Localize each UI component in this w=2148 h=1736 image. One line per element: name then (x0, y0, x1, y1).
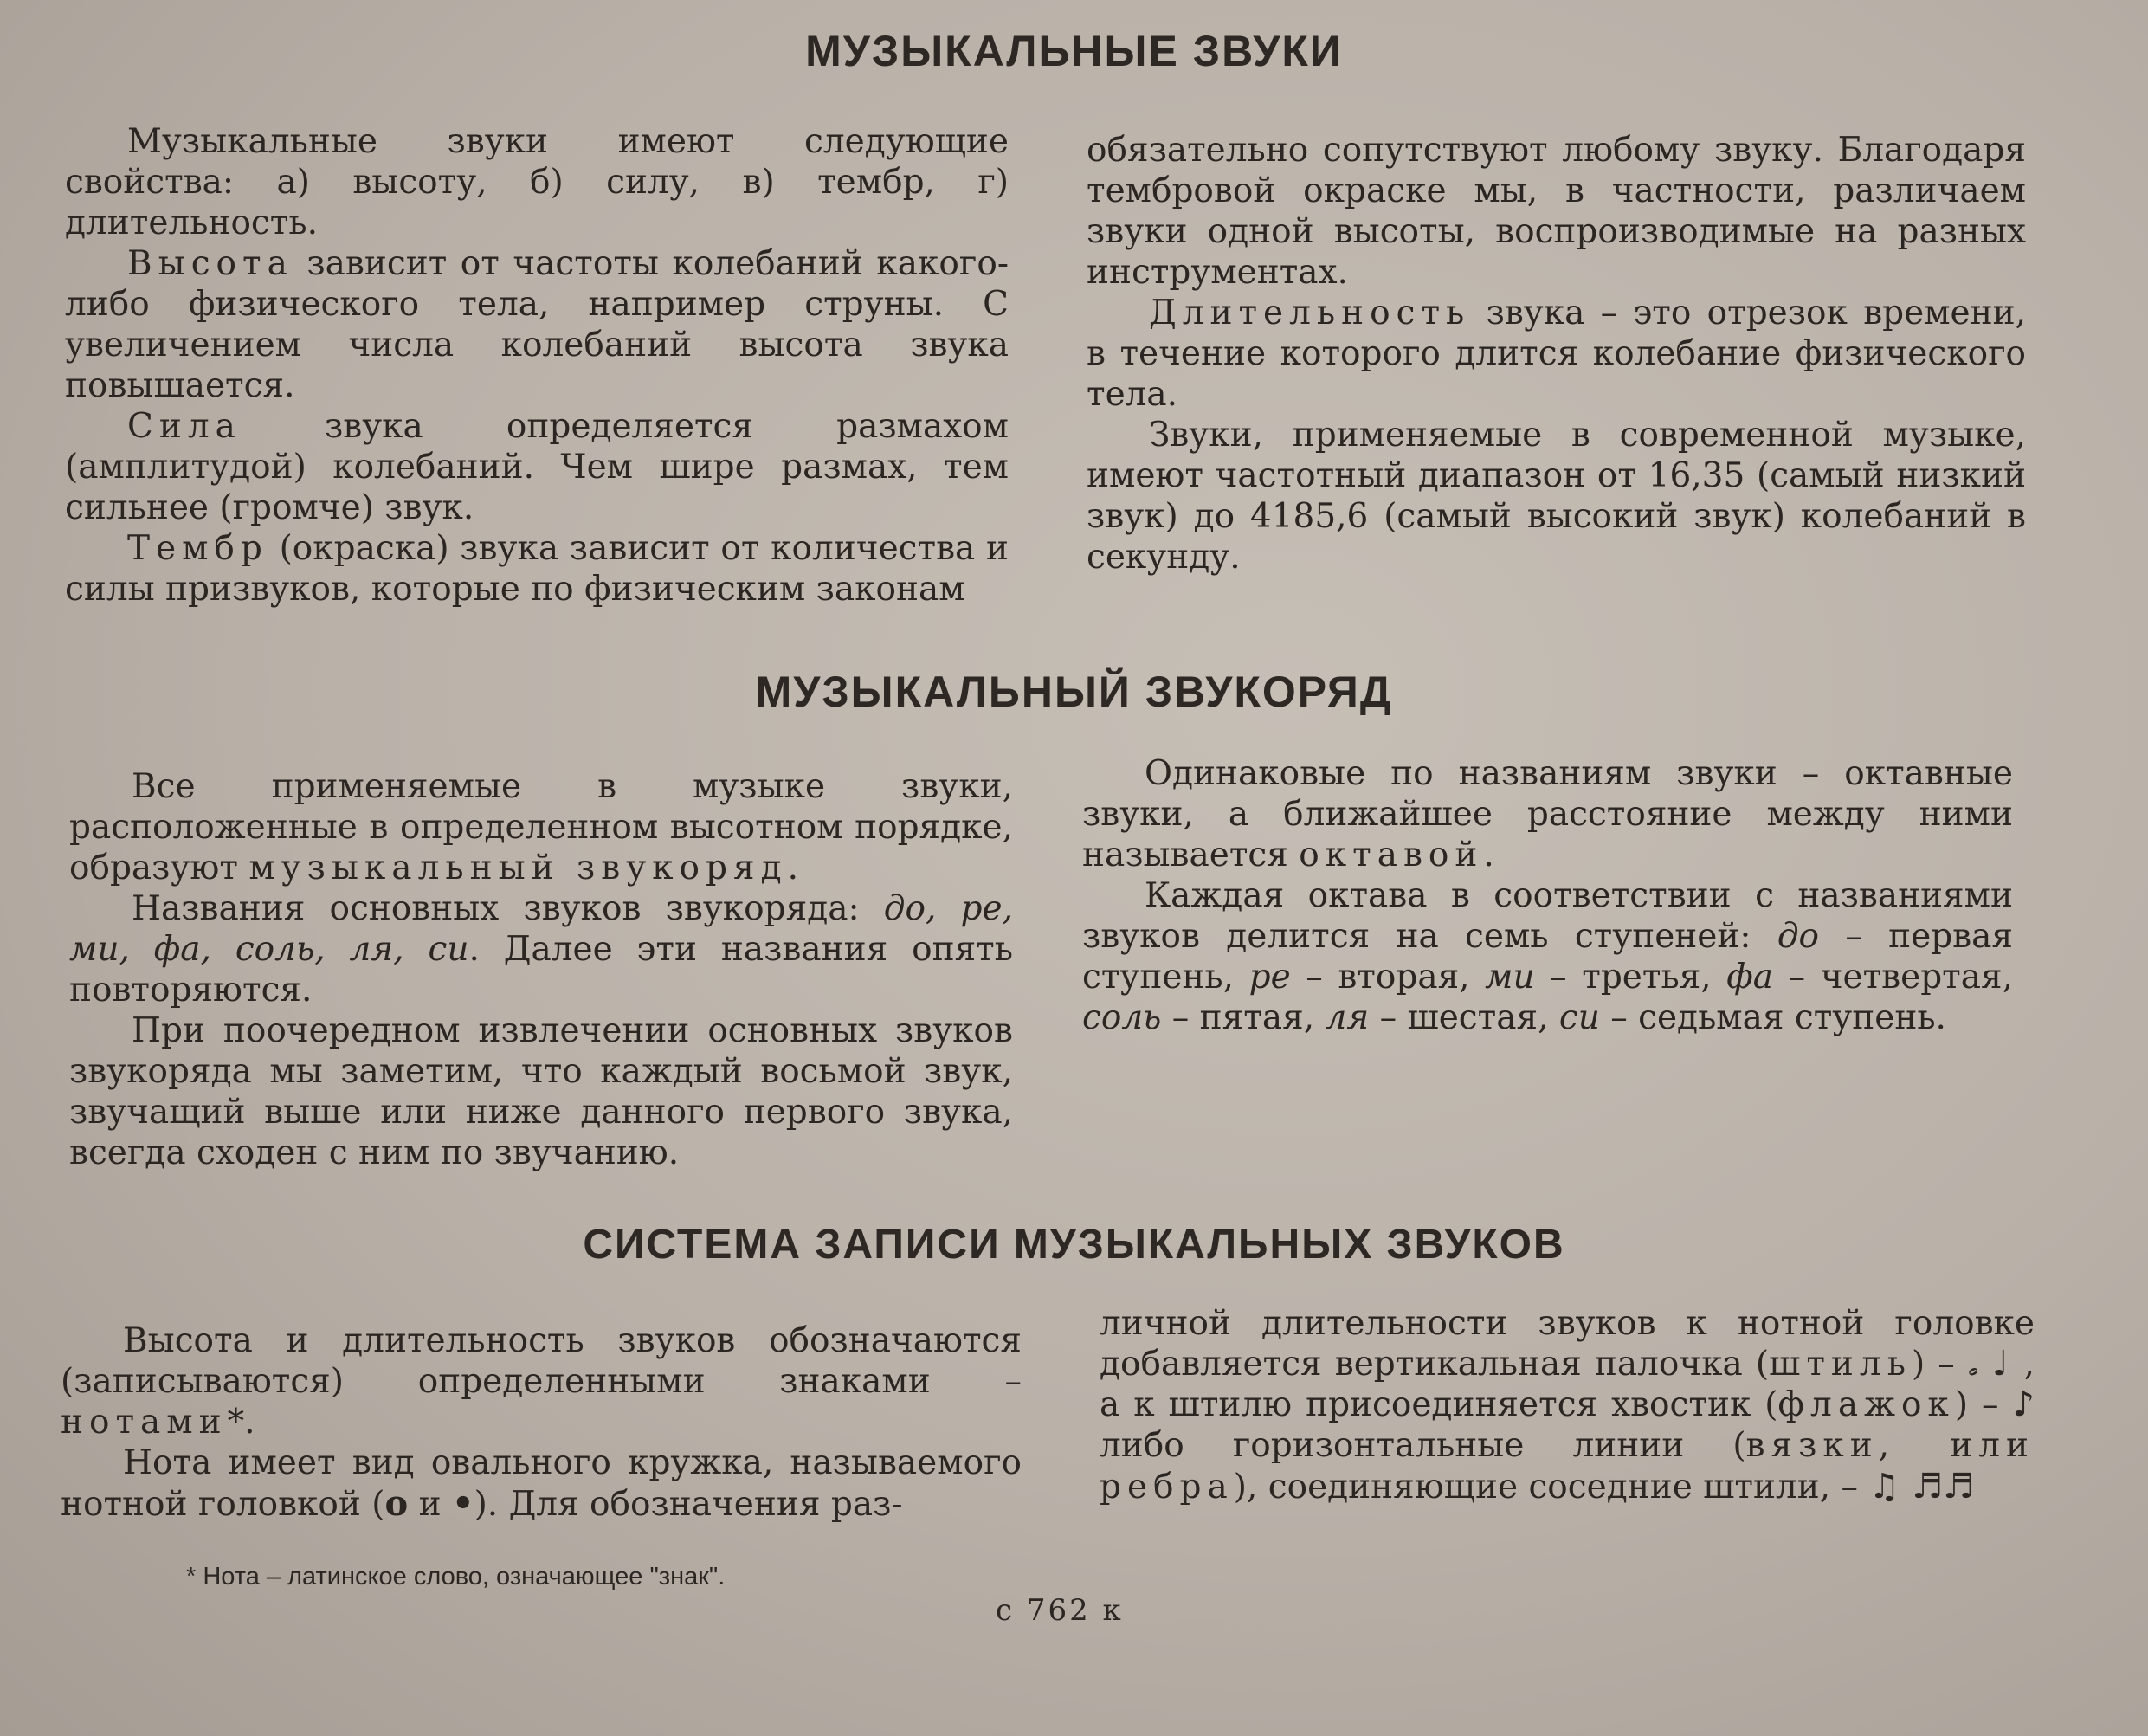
paragraph-text: . Далее эти названия опять повторяются. (69, 930, 1013, 1010)
paragraph (65, 528, 1009, 610)
term: штиль (1769, 1345, 1912, 1384)
paragraph-text: (окраска) звука зависит от количества и силы призвуков, которые по физическим законам (65, 529, 1009, 609)
paragraph-text: Высота и длительность звуков обозначаются (записываются) определенными знаками – (61, 1321, 1022, 1401)
term: флажок (1777, 1385, 1955, 1424)
paragraph-text: ) – (1954, 1385, 2013, 1424)
paragraph (61, 1442, 1022, 1525)
paragraph-text: и (408, 1485, 452, 1524)
paragraph-text: ) – (1911, 1345, 1968, 1384)
paragraph: Музыкальные звуки имеют следующие свойства: а) высоту, б) силу, в) тембр, г) длительность. (65, 122, 1009, 242)
paragraph-text: ). Для обозначения раз- (474, 1485, 903, 1524)
stem-notes-icon: 𝅗𝅥 ♩ (1967, 1344, 2011, 1384)
paragraph-text: зависит от частоты колебаний какого-либо физического тела, например струны. С увеличением числа колебаний высота звука повышается. (65, 244, 1009, 405)
paragraph (1087, 293, 2026, 415)
paragraph (61, 1320, 1022, 1442)
paragraph: обязательно сопутствуют любому звуку. Благодаря тембровой окраске мы, в частности, различаем звуки одной высоты, воспроизводимые на разных инструментах. (1087, 131, 2026, 292)
paragraph (1082, 753, 2013, 875)
note-name-mi: ми (1485, 958, 1535, 997)
paragraph (1100, 1303, 2035, 1507)
paragraph (65, 406, 1009, 528)
paragraph-text: Одинаковые по названиям звуки – октавные звуки, а ближайшее расстояние между ними называется (1082, 754, 2013, 874)
note-name-si: си (1558, 998, 1600, 1037)
notation-right-column (1100, 1303, 2035, 1507)
open-notehead-icon: о (384, 1483, 409, 1524)
paragraph-text: – пятая, (1161, 998, 1326, 1037)
term: Длительность (1149, 294, 1471, 332)
paragraph-text: – четвертая, (1773, 958, 2013, 997)
paragraph (1082, 875, 2013, 1038)
page-number: с 762 к (996, 1593, 1124, 1628)
footnote: * Нота – латинское слово, означающее "знак". (186, 1563, 726, 1591)
term: Сила (127, 407, 242, 446)
paragraph-text: – вторая, (1290, 958, 1486, 997)
paragraph (69, 766, 1013, 888)
paragraph: Звуки, применяемые в современной музыке, имеют частотный диапазон от 16,35 (самый низкий звук) до 4185,6 (самый высокий звук) колебаний в секунду. (1087, 416, 2026, 577)
paragraph-text: Названия основных звуков звукоряда: (132, 889, 884, 928)
paragraph (65, 243, 1009, 406)
note-name-la: ля (1325, 998, 1370, 1037)
paragraph-text: Все применяемые в музыке звуки, расположенные в определенном высотном порядке, образуют (69, 767, 1013, 887)
punctuation: . (1483, 836, 1494, 874)
paragraph-text: звука – это отрезок времени, в течение которого длится колебание физического тела. (1087, 294, 2026, 414)
scale-left-column (69, 766, 1013, 1173)
paragraph-text: Каждая октава в соответствии с названиями звуков делится на семь ступеней: (1082, 876, 2013, 956)
section-title-sounds: МУЗЫКАЛЬНЫЕ ЗВУКИ (805, 27, 1343, 75)
punctuation: *. (227, 1403, 255, 1442)
term: музыкальный звукоряд (248, 849, 788, 887)
term: вязки, или ребра (1100, 1426, 2035, 1507)
note-names: до, ре, ми, фа, соль, ля, си (69, 889, 1013, 969)
note-name-do: до (1777, 917, 1820, 956)
paragraph-text: – третья, (1534, 958, 1727, 997)
paragraph-text: , а к штилю присоединяется хвостик ( (1100, 1345, 2035, 1424)
flag-note-icon: ♪ (2012, 1384, 2035, 1424)
paragraph-text: – первая ступень, (1082, 917, 2013, 997)
paragraph-text: либо горизонтальные линии ( (1100, 1426, 1746, 1465)
term: октавой (1299, 836, 1484, 874)
paragraph-text: ), соединяющие соседние штили, – (1233, 1468, 1869, 1507)
beamed-notes-icon: ♫ ♬♬ (1868, 1466, 1974, 1507)
section-title-scale: МУЗЫКАЛЬНЫЙ ЗВУКОРЯД (755, 668, 1393, 716)
paragraph-text: личной длительности звуков к нотной головке добавляется вертикальная палочка ( (1100, 1304, 2035, 1384)
sounds-left-column (65, 121, 1009, 610)
punctuation: . (787, 849, 799, 887)
sounds-right-column (1087, 130, 2026, 578)
note-name-re: ре (1248, 958, 1291, 997)
paragraph (69, 888, 1013, 1010)
paragraph-text: звука определяется размахом (амплитудой) колебаний. Чем шире размах, тем сильнее (громче) звук. (65, 407, 1009, 527)
note-name-fa: фа (1726, 958, 1774, 997)
paragraph-text: Нота имеет вид овального кружка, называемого нотной головкой ( (61, 1443, 1022, 1524)
filled-notehead-icon: • (451, 1483, 474, 1524)
paragraph-text: – шестая, (1369, 998, 1559, 1037)
scale-right-column (1082, 753, 2013, 1038)
term: нотами (61, 1403, 228, 1442)
section-title-notation: СИСТЕМА ЗАПИСИ МУЗЫКАЛЬНЫХ ЗВУКОВ (583, 1222, 1565, 1268)
term: Высота (127, 244, 293, 283)
paragraph-text: – седьмая ступень. (1599, 998, 1946, 1037)
term: Тембр (127, 529, 268, 568)
paragraph: При поочередном извлечении основных звуков звукоряда мы заметим, что каждый восьмой звук, звучащий выше или ниже данного первого звука, всегда сходен с ним по звучанию. (69, 1011, 1013, 1172)
notation-left-column (61, 1320, 1022, 1525)
note-name-sol: соль (1082, 998, 1162, 1037)
